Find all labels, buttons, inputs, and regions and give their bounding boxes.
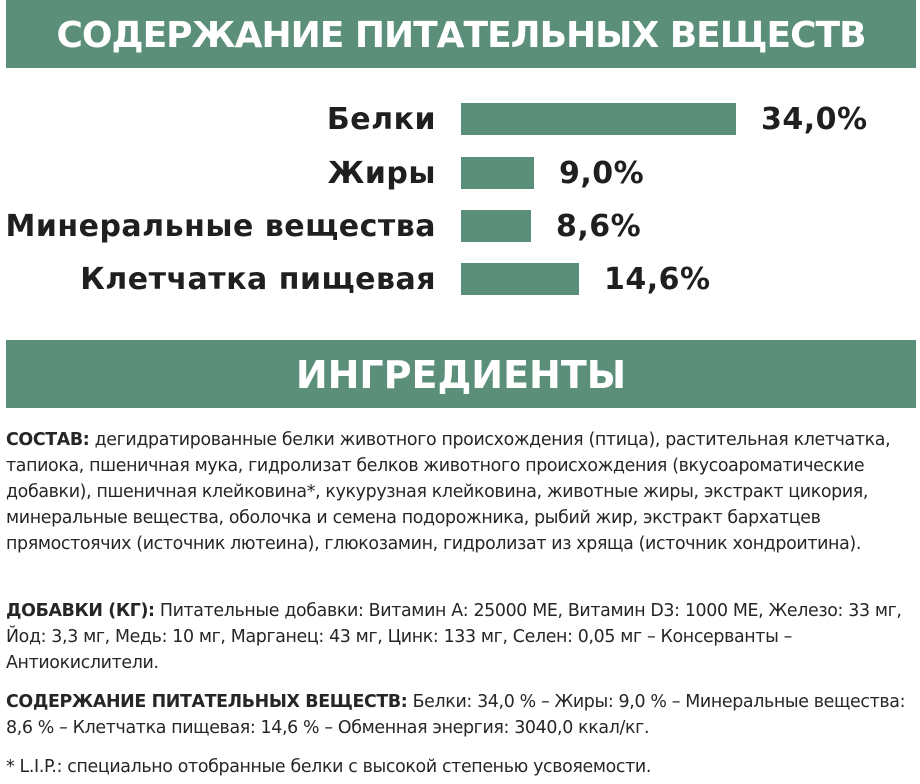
chart-category-label: Белки (326, 102, 436, 137)
chart-row (0, 154, 920, 194)
chart-value-label: 34,0% (761, 102, 868, 137)
chart-value-label: 8,6% (556, 209, 642, 244)
composition-paragraph (6, 427, 914, 557)
chart-category-label: Клетчатка пищевая (80, 262, 436, 297)
composition-label: СОСТАВ: (6, 430, 90, 450)
nutrients-paragraph (6, 689, 914, 741)
nutrients-header: СОДЕРЖАНИЕ ПИТАТЕЛЬНЫХ ВЕЩЕСТВ (6, 0, 916, 68)
chart-bar (461, 103, 736, 135)
chart-value-label: 9,0% (559, 156, 645, 191)
chart-bar (461, 210, 531, 242)
composition-text: дегидратированные белки животного происхождения (птица), растительная клетчатка, тапиока, пшеничная мука, гидролизат белков животного происхождения (вкусоароматические добавки), пшеничная клейковина*, кукурузная клейковина, животные жиры, экстракт цикория, минеральные вещества, оболочка и семена подорожника, рыбий жир, экстракт бархатцев прямостоячих (источник лютеина), глюкозамин, гидролизат из хряща (источник хондроитина). (6, 430, 891, 554)
nutrients-text: Белки: 34,0 % – Жиры: 9,0 % – Минеральные вещества: 8,6 % – Клетчатка пищевая: 14,6 % – Обменная энергия: 3040,0 ккал/кг. (6, 692, 906, 738)
chart-bar (461, 157, 534, 189)
chart-category-label: Жиры (327, 156, 436, 191)
additives-label: ДОБАВКИ (КГ): (6, 601, 155, 621)
chart-row (0, 260, 920, 300)
footnote: * L.I.P.: специально отобранные белки с высокой степенью усвояемости. (6, 757, 652, 777)
nutrient-bar-chart (0, 90, 920, 310)
chart-row (0, 207, 920, 247)
chart-value-label: 14,6% (604, 262, 711, 297)
chart-category-label: Минеральные вещества (5, 209, 436, 244)
ingredients-header: ИНГРЕДИЕНТЫ (6, 340, 916, 408)
chart-row (0, 100, 920, 140)
additives-paragraph (6, 598, 914, 676)
nutrients-label: СОДЕРЖАНИЕ ПИТАТЕЛЬНЫХ ВЕЩЕСТВ: (6, 692, 408, 712)
additives-text: Питательные добавки: Витамин А: 25000 МЕ, Витамин D3: 1000 МЕ, Железо: 33 мг, Йод: 3,3 мг, Медь: 10 мг, Марганец: 43 мг, Цинк: 133 мг, Селен: 0,05 мг – Консерванты – Антиокислители. (6, 601, 902, 673)
chart-bar (461, 263, 579, 295)
